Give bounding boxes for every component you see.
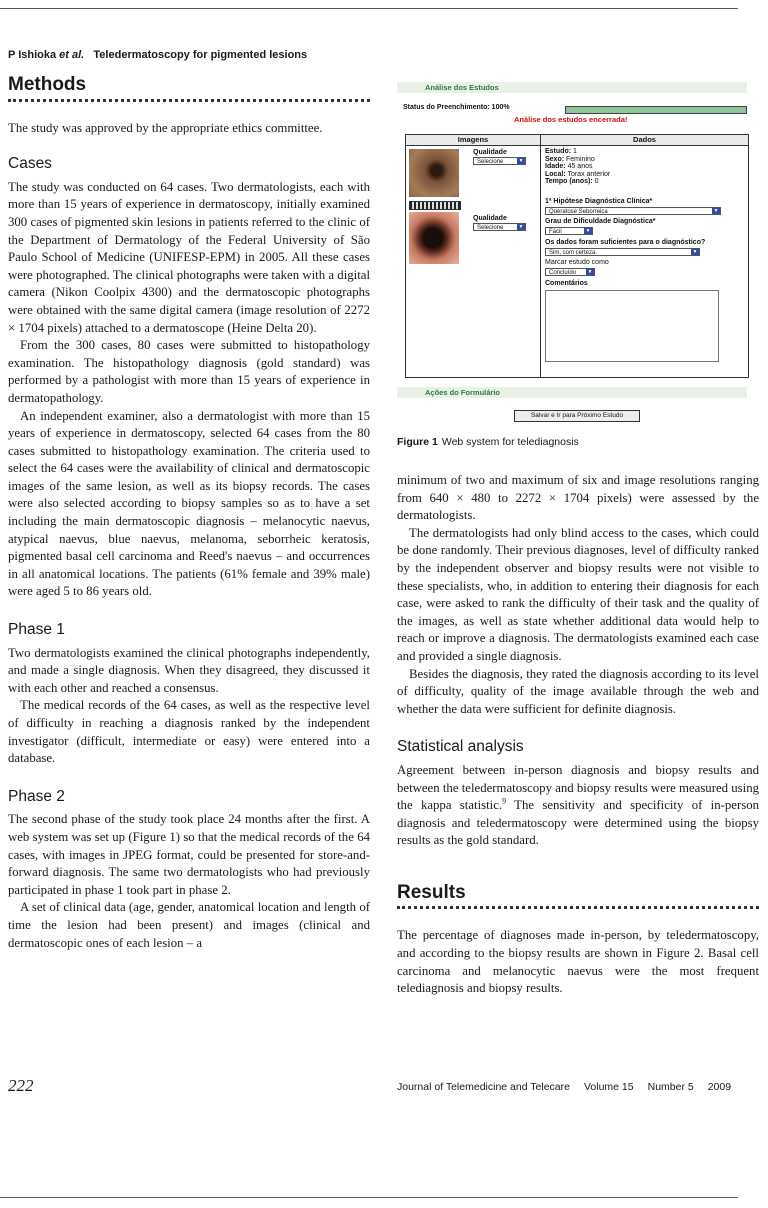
duration-value: 0 (594, 178, 599, 185)
page-number: 222 (8, 1076, 34, 1095)
statistical-analysis-heading: Statistical analysis (397, 738, 524, 756)
results-heading: Results (397, 881, 466, 903)
methods-heading: Methods (8, 74, 87, 95)
analysis-section-bar: Análise dos Estudos (397, 82, 747, 93)
journal-name: Journal of Telemedicine and Telecare (397, 1081, 570, 1093)
save-next-button[interactable]: Salvar e Ir para Próximo Estudo (514, 410, 640, 422)
running-head-et-al: et al. (59, 49, 85, 61)
phase1-heading: Phase 1 (8, 621, 65, 639)
journal-footer (397, 1081, 731, 1093)
location-label: Local: (545, 170, 566, 178)
comments-textarea[interactable] (545, 290, 719, 362)
top-rule (0, 8, 738, 9)
chevron-down-icon: ▼ (518, 224, 524, 230)
phase2-paragraph-2: A set of clinical data (age, gender, anatomical location and length of time the lesion had been present) and images (clinical and dermatoscopic ones of each lesion – a (8, 900, 370, 950)
quality-select-2-value: Selecione (477, 225, 504, 231)
dermatoscopic-photo (409, 212, 459, 264)
figure-1-web-form (397, 82, 749, 427)
stat-text-a: Agreement between in-person diagnosis and biopsy results and between the teledermatoscopy and biopsy results were measured using the kappa statistic. (397, 762, 759, 813)
cases-paragraph-3: An independent examiner, also a dermatologist with more than 15 years of experience in dermatoscopy, selected 64 cases from the 80 cases submitted to histopathology examination. The criteria used to select the 64 cases were the availability of clinical and dermatoscopic images of the same lesion, as well as its biopsy records. The cases were also selected according to biopsy samples so as to have a set including the main dermatoscopic diagnosis – melanocytic naevus, atypical naevus, blue naevus, melanoma, seborrheic keratosis, pigmented basal cell carcinoma and Reed's naevus – and occurrences in all anatomical locations. The patients (61% female and 39% male) were aged 5 to 86 years old. (8, 408, 370, 599)
right-paragraph-3: Besides the diagnosis, they rated the diagnosis according to its level of difficulty, quality of the image available through the web and whether the data were sufficient for definite diagnosis. (397, 666, 759, 716)
ruler-strip (409, 201, 461, 210)
location-value: Torax anterior (567, 170, 611, 178)
reference-9: 9 (502, 796, 507, 806)
chevron-down-icon: ▼ (587, 269, 593, 275)
form-actions-bar: Ações do Formulário (397, 387, 747, 398)
case-details (545, 148, 610, 186)
sex-label: Sexo: (545, 155, 565, 163)
difficulty-label: Grau de Dificuldade Diagnóstica* (545, 218, 656, 225)
comments-label: Comentários (545, 280, 588, 287)
journal-number: Number 5 (647, 1081, 694, 1093)
form-table (405, 134, 749, 378)
bottom-rule (0, 1197, 738, 1198)
chevron-down-icon: ▼ (713, 208, 719, 214)
duration-label: Tempo (anos): (545, 178, 593, 185)
cases-heading: Cases (8, 155, 52, 173)
stat-text-b: The sensitivity and specificity of in-person diagnosis and teledermatoscopy were determined using the biopsy results as the gold standard. (397, 798, 759, 848)
methods-dotted-rule (8, 99, 370, 102)
quality-select-1[interactable] (473, 157, 526, 165)
fill-progress-bar (565, 106, 747, 114)
study-value: 1 (573, 148, 577, 155)
running-head-title: Teledermatoscopy for pigmented lesions (93, 49, 308, 61)
study-label: Estudo: (545, 148, 572, 155)
quality-select-1-value: Selecione (477, 159, 504, 165)
age-value: 45 anos (567, 163, 593, 170)
clinical-photo (409, 149, 459, 197)
chevron-down-icon: ▼ (692, 249, 698, 255)
cases-paragraph-1: The study was conducted on 64 cases. Two dermatologists, each with more than 15 years of experience in dermatoscopy, initially examined 300 cases of pigmented skin lesions in patients referred to the clinic of the Department of Dermatology of the Federal University of São Paulo School of Medicine (UNIFESP-EPM) in 2005. All these cases were photographed. The clinical photographs were taken with a digital camera (Nikon Coolpix 4300) and the dermatoscopic photographs were obtained with the same digital camera (image resolution of 2272 × 1704 pixels) attached to a dermatoscope (Heine Delta 20). (8, 179, 370, 335)
clinical-hypothesis-value: Queratose Seborreica (549, 209, 608, 215)
data-sufficient-value: Sim, com certeza. (549, 250, 598, 256)
journal-year: 2009 (707, 1081, 732, 1093)
figure-caption-label: Figure 1 (397, 436, 438, 448)
phase1-paragraph-2: The medical records of the 64 cases, as well as the respective level of difficulty in reaching a diagnosis ranked by the independent investigator (difficult, intermediate or easy) were entered into a database. (8, 698, 370, 766)
clinical-hypothesis-label: 1ª Hipótese Diagnóstica Clínica* (545, 198, 653, 205)
journal-volume: Volume 15 (583, 1081, 634, 1093)
sex-value: Feminino (566, 155, 595, 163)
data-sufficient-select[interactable] (545, 248, 700, 256)
mark-study-label: Marcar estudo como (545, 259, 609, 266)
methods-paragraph: The study was approved by the appropriate ethics committee. (8, 120, 323, 135)
difficulty-value: Fácil (549, 229, 562, 235)
mark-study-value: Concluído (549, 270, 577, 276)
phase2-heading: Phase 2 (8, 787, 65, 805)
chevron-down-icon: ▼ (518, 158, 524, 164)
analysis-closed-message: Análise dos estudos encerrada! (514, 115, 628, 124)
age-label: Idade: (545, 163, 566, 170)
column-divider (540, 135, 541, 377)
mark-study-select[interactable] (545, 268, 595, 276)
running-head (8, 49, 307, 61)
difficulty-select[interactable] (545, 227, 593, 235)
results-dotted-rule (397, 906, 759, 909)
results-paragraph: The percentage of diagnoses made in-person, by teledermatoscopy, and according to the biopsy results are shown in Figure 2. Basal cell carcinoma and melanocytic naevus were the most frequent telediagnosis and biopsy results. (397, 928, 759, 996)
images-column-header: Imagens (406, 135, 540, 146)
quality-select-2[interactable] (473, 223, 526, 231)
figure-caption (397, 436, 579, 448)
quality-label-1: Qualidade (473, 149, 507, 156)
left-column (8, 76, 370, 952)
clinical-hypothesis-select[interactable] (545, 207, 721, 215)
data-column-header: Dados (541, 135, 748, 146)
phase2-paragraph-1: The second phase of the study took place 24 months after the first. A web system was set up (Figure 1) so that the medical records of the 64 cases, with images in JPEG format, could be presented for store-and-forward diagnosis. The same two dermatologists who had previously participated in phase 1 took part in phase 2. (8, 812, 370, 897)
right-column (397, 472, 759, 998)
running-head-authors: P Ishioka (8, 49, 60, 61)
data-sufficient-label: Os dados foram suficientes para o diagnóstico? (545, 239, 706, 246)
figure-caption-text: Web system for telediagnosis (441, 436, 579, 448)
chevron-down-icon: ▼ (585, 228, 591, 234)
phase1-paragraph-1: Two dermatologists examined the clinical photographs independently, and made a single diagnosis. When they disagreed, they discussed it with each other and reached a consensus. (8, 645, 370, 695)
statistical-analysis-paragraph (397, 762, 759, 850)
quality-label-2: Qualidade (473, 215, 507, 222)
fill-status-label: Status do Preenchimento: 100% (403, 104, 510, 111)
right-paragraph-2: The dermatologists had only blind access to the cases, which could be done randomly. Their previous diagnoses, level of difficulty ranked by the independent observer and biopsy results were not visible to these specialists, who, in addition to entering their diagnosis for each case, were asked to rank the difficulty of their task and the quality of the images, as well as state whether additional data would help to reach or improve a diagnosis. The dermatologists examined each case and provided a single diagnosis. (397, 525, 759, 663)
cases-paragraph-2: From the 300 cases, 80 cases were submitted to histopathology examination. The histopathology diagnosis (gold standard) was performed by a pathologist with more than 15 years of experience in dermatopathology. (8, 338, 370, 405)
right-paragraph-1: minimum of two and maximum of six and image resolutions ranging from 640 × 480 to 2272 × 1704 pixels) were assessed by the dermatologists. (397, 473, 759, 523)
